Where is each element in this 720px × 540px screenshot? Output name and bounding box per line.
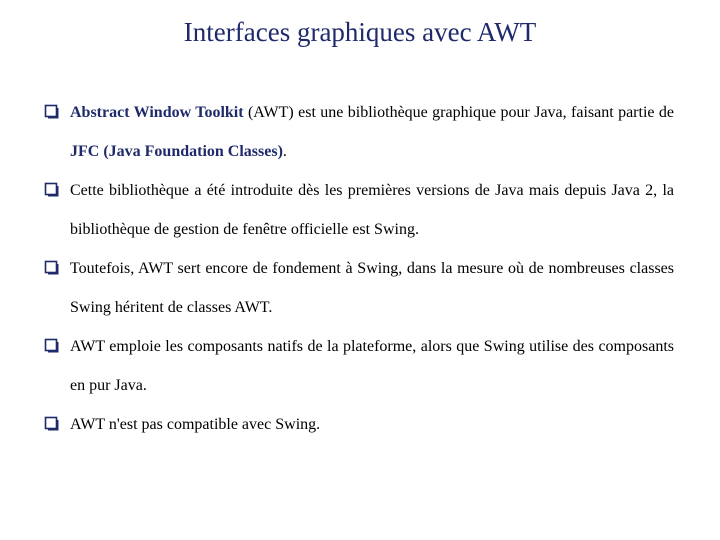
bullet-item (44, 171, 674, 249)
bullet-item (44, 249, 674, 327)
hollow-square-bullet-icon (44, 104, 60, 120)
bullet-list (44, 93, 674, 444)
bullet-item (44, 93, 674, 171)
bullet-text-part: JFC (Java Foundation Classes) (70, 143, 283, 160)
bullet-item (44, 405, 674, 444)
hollow-square-bullet-icon (44, 182, 60, 198)
bullet-text-part: . (282, 143, 287, 160)
bullet-text-part: AWT emploie les composants natifs de la plateforme, alors que Swing utilise des composants en pur Java. (70, 338, 674, 394)
bullet-text-part: Cette bibliothèque a été introduite dès les premières versions de Java mais depuis Java 2, la bibliothèque de gestion de fenêtre officielle est Swing. (70, 182, 674, 238)
bullet-text-part: AWT n'est pas compatible avec Swing. (70, 416, 321, 433)
bullet-item (44, 327, 674, 405)
hollow-square-bullet-icon (44, 260, 60, 276)
bullet-text-part: (AWT) est une bibliothèque graphique pour Java, faisant partie de (243, 104, 674, 121)
bullet-text-part: Abstract Window Toolkit (70, 104, 244, 121)
hollow-square-bullet-icon (44, 338, 60, 354)
hollow-square-bullet-icon (44, 416, 60, 432)
bullet-text-part: Toutefois, AWT sert encore de fondement à Swing, dans la mesure où de nombreuses classes Swing héritent de classes AWT. (70, 260, 674, 316)
slide-title: Interfaces graphiques avec AWT (183, 17, 537, 47)
